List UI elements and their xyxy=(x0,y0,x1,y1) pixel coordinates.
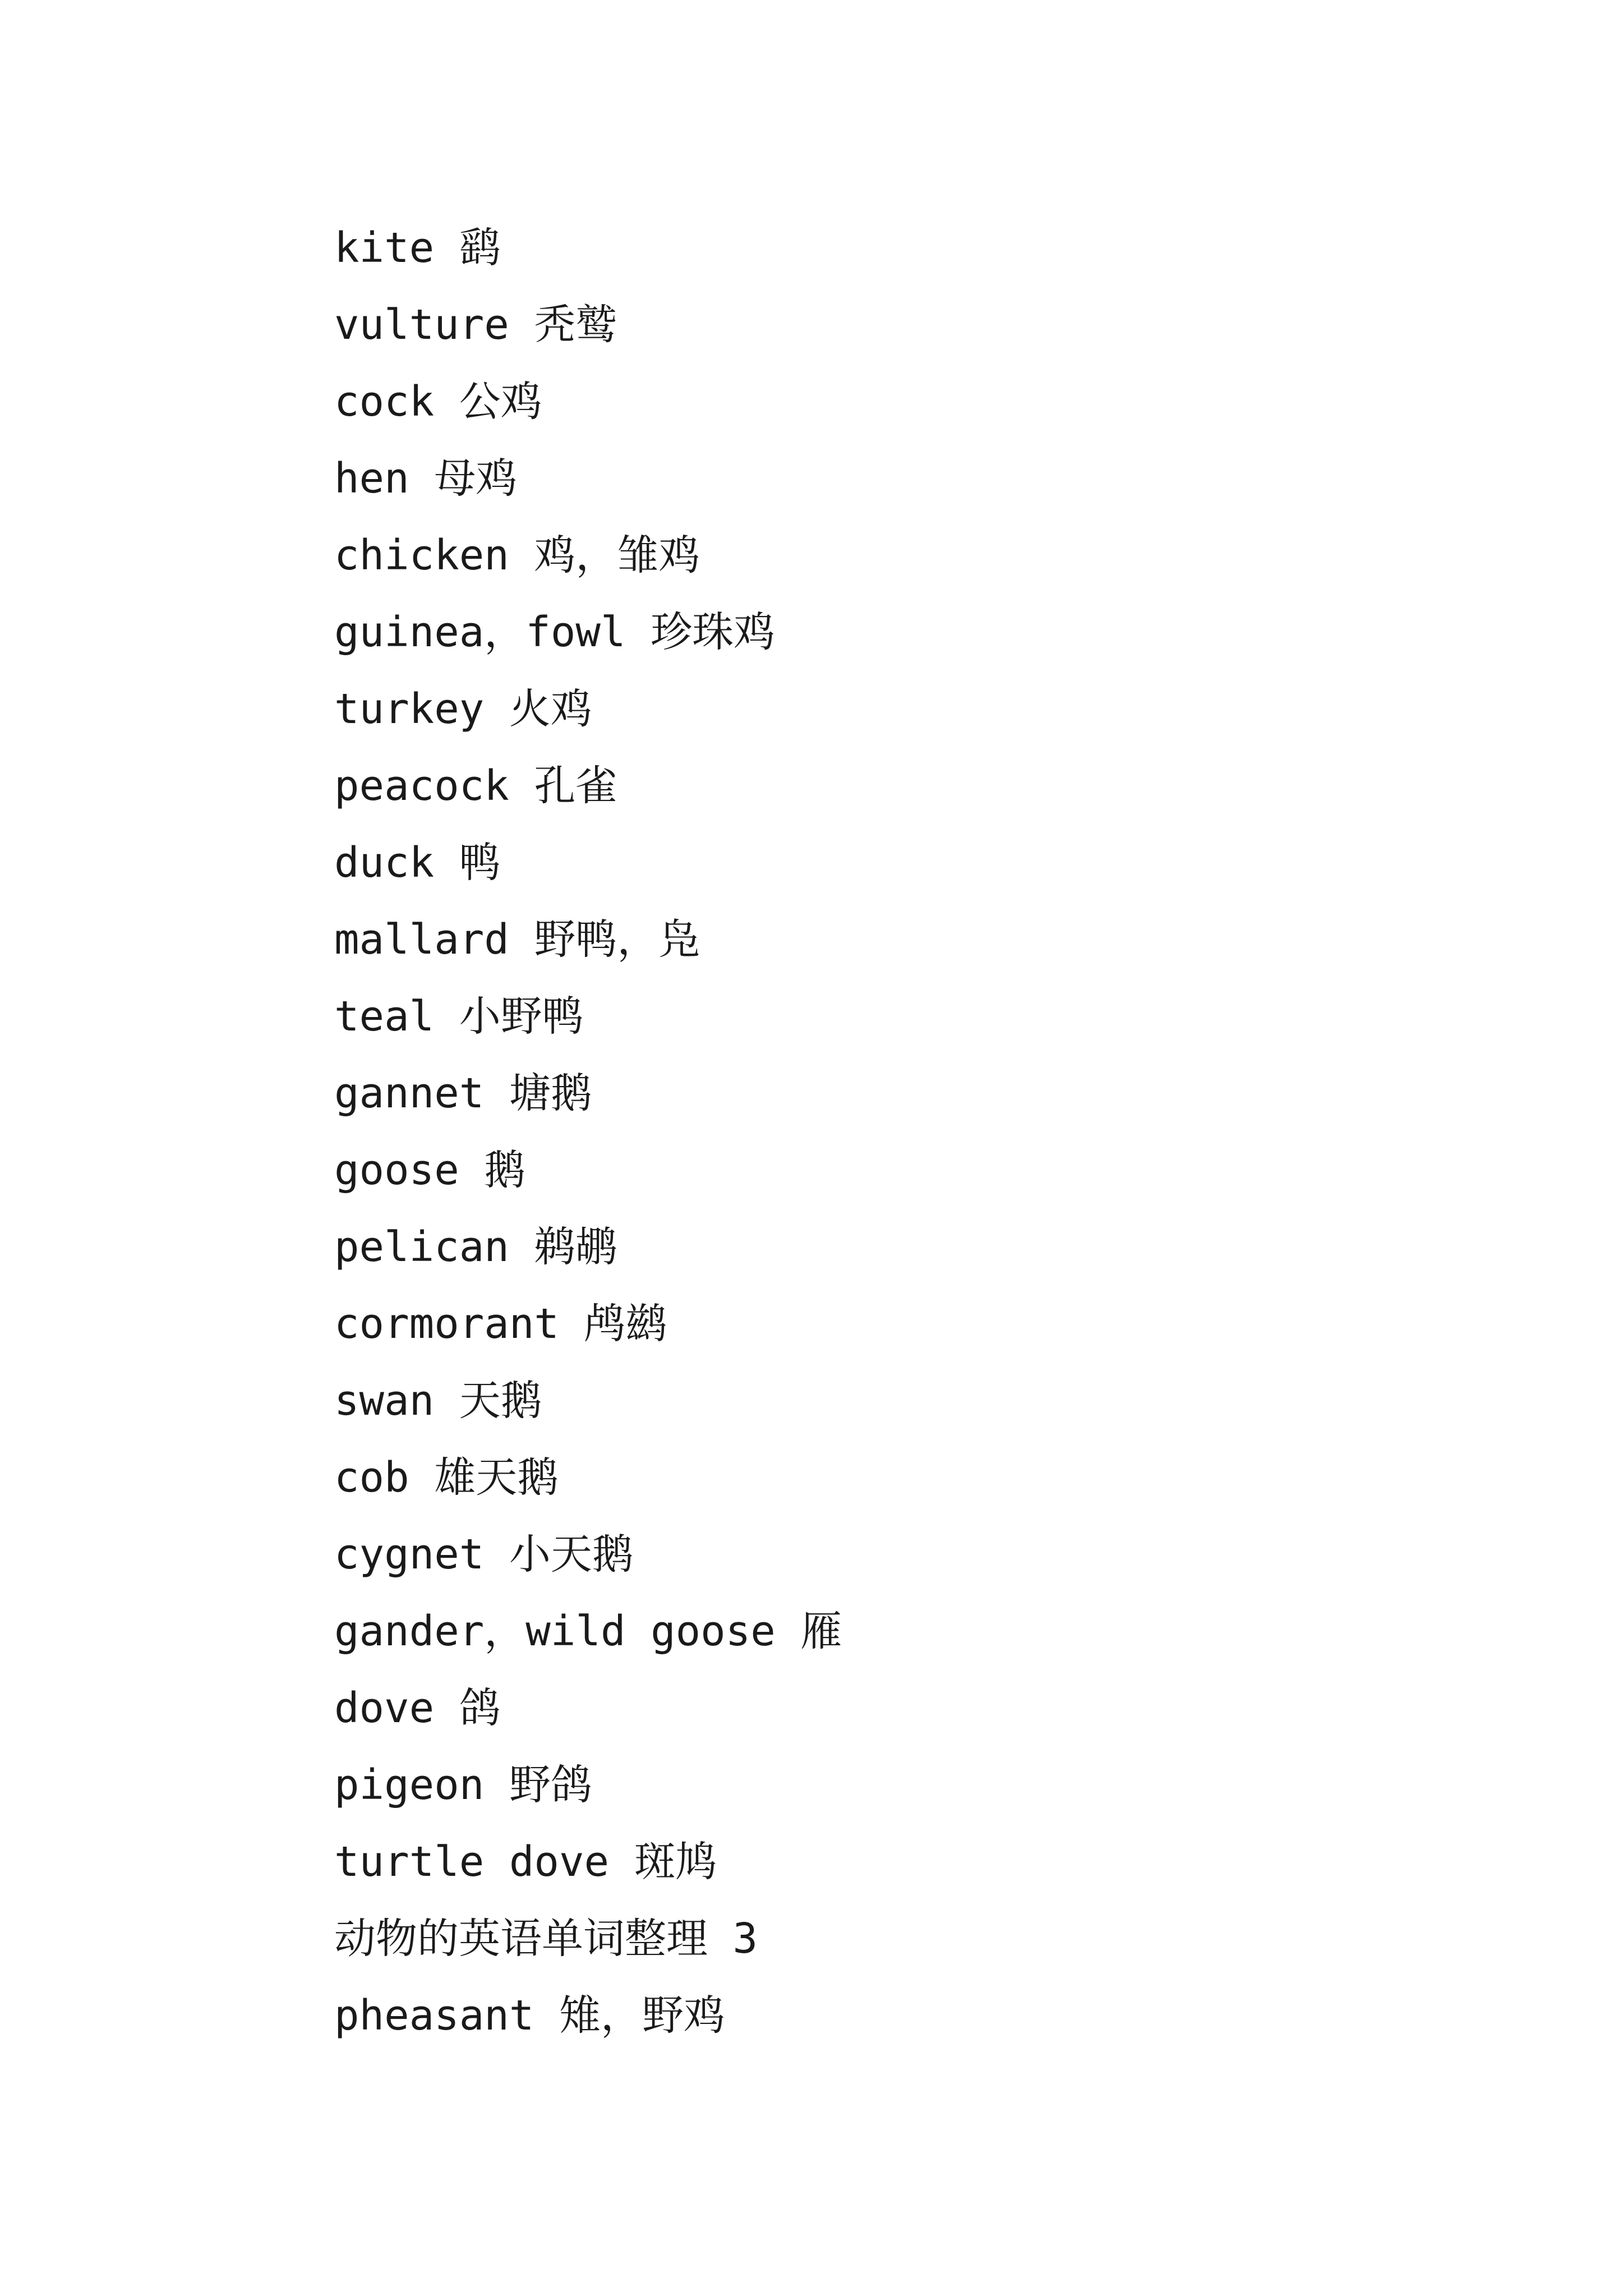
vocab-line: mallard 野鸭，凫 xyxy=(334,915,700,964)
vocab-line: cormorant 鸬鹚 xyxy=(334,1300,667,1348)
vocab-line: guinea，fowl 珍珠鸡 xyxy=(334,608,776,656)
vocab-line: cygnet 小天鹅 xyxy=(334,1530,634,1579)
vocab-line: dove 鸽 xyxy=(334,1684,501,1732)
vocab-line: duck 鸭 xyxy=(334,839,501,887)
vocab-line: pigeon 野鸽 xyxy=(334,1761,592,1809)
section-heading: 动物的英语单词整理 3 xyxy=(334,1915,758,1963)
vocab-line: kite 鹞 xyxy=(334,224,501,272)
vocab-line: gannet 塘鹅 xyxy=(334,1069,592,1117)
vocab-line: swan 天鹅 xyxy=(334,1377,542,1425)
vocab-line: cock 公鸡 xyxy=(334,378,542,426)
vocab-line: turtle dove 斑鸠 xyxy=(334,1838,717,1886)
vocab-line: hen 母鸡 xyxy=(334,454,518,503)
vocab-line: cob 雄天鹅 xyxy=(334,1453,559,1502)
vocab-line: teal 小野鸭 xyxy=(334,992,584,1041)
vocab-line: pelican 鹈鹕 xyxy=(334,1223,617,1271)
vocab-line: gander，wild goose 雁 xyxy=(334,1607,842,1655)
vocab-line: chicken 鸡，雏鸡 xyxy=(334,531,700,579)
vocab-line: peacock 孔雀 xyxy=(334,762,617,810)
vocab-line: goose 鹅 xyxy=(334,1146,526,1194)
vocab-line: vulture 秃鹫 xyxy=(334,301,617,349)
vocabulary-list xyxy=(334,210,842,2054)
vocab-line: turkey 火鸡 xyxy=(334,685,592,733)
vocab-line: pheasant 雉，野鸡 xyxy=(334,1991,725,2040)
